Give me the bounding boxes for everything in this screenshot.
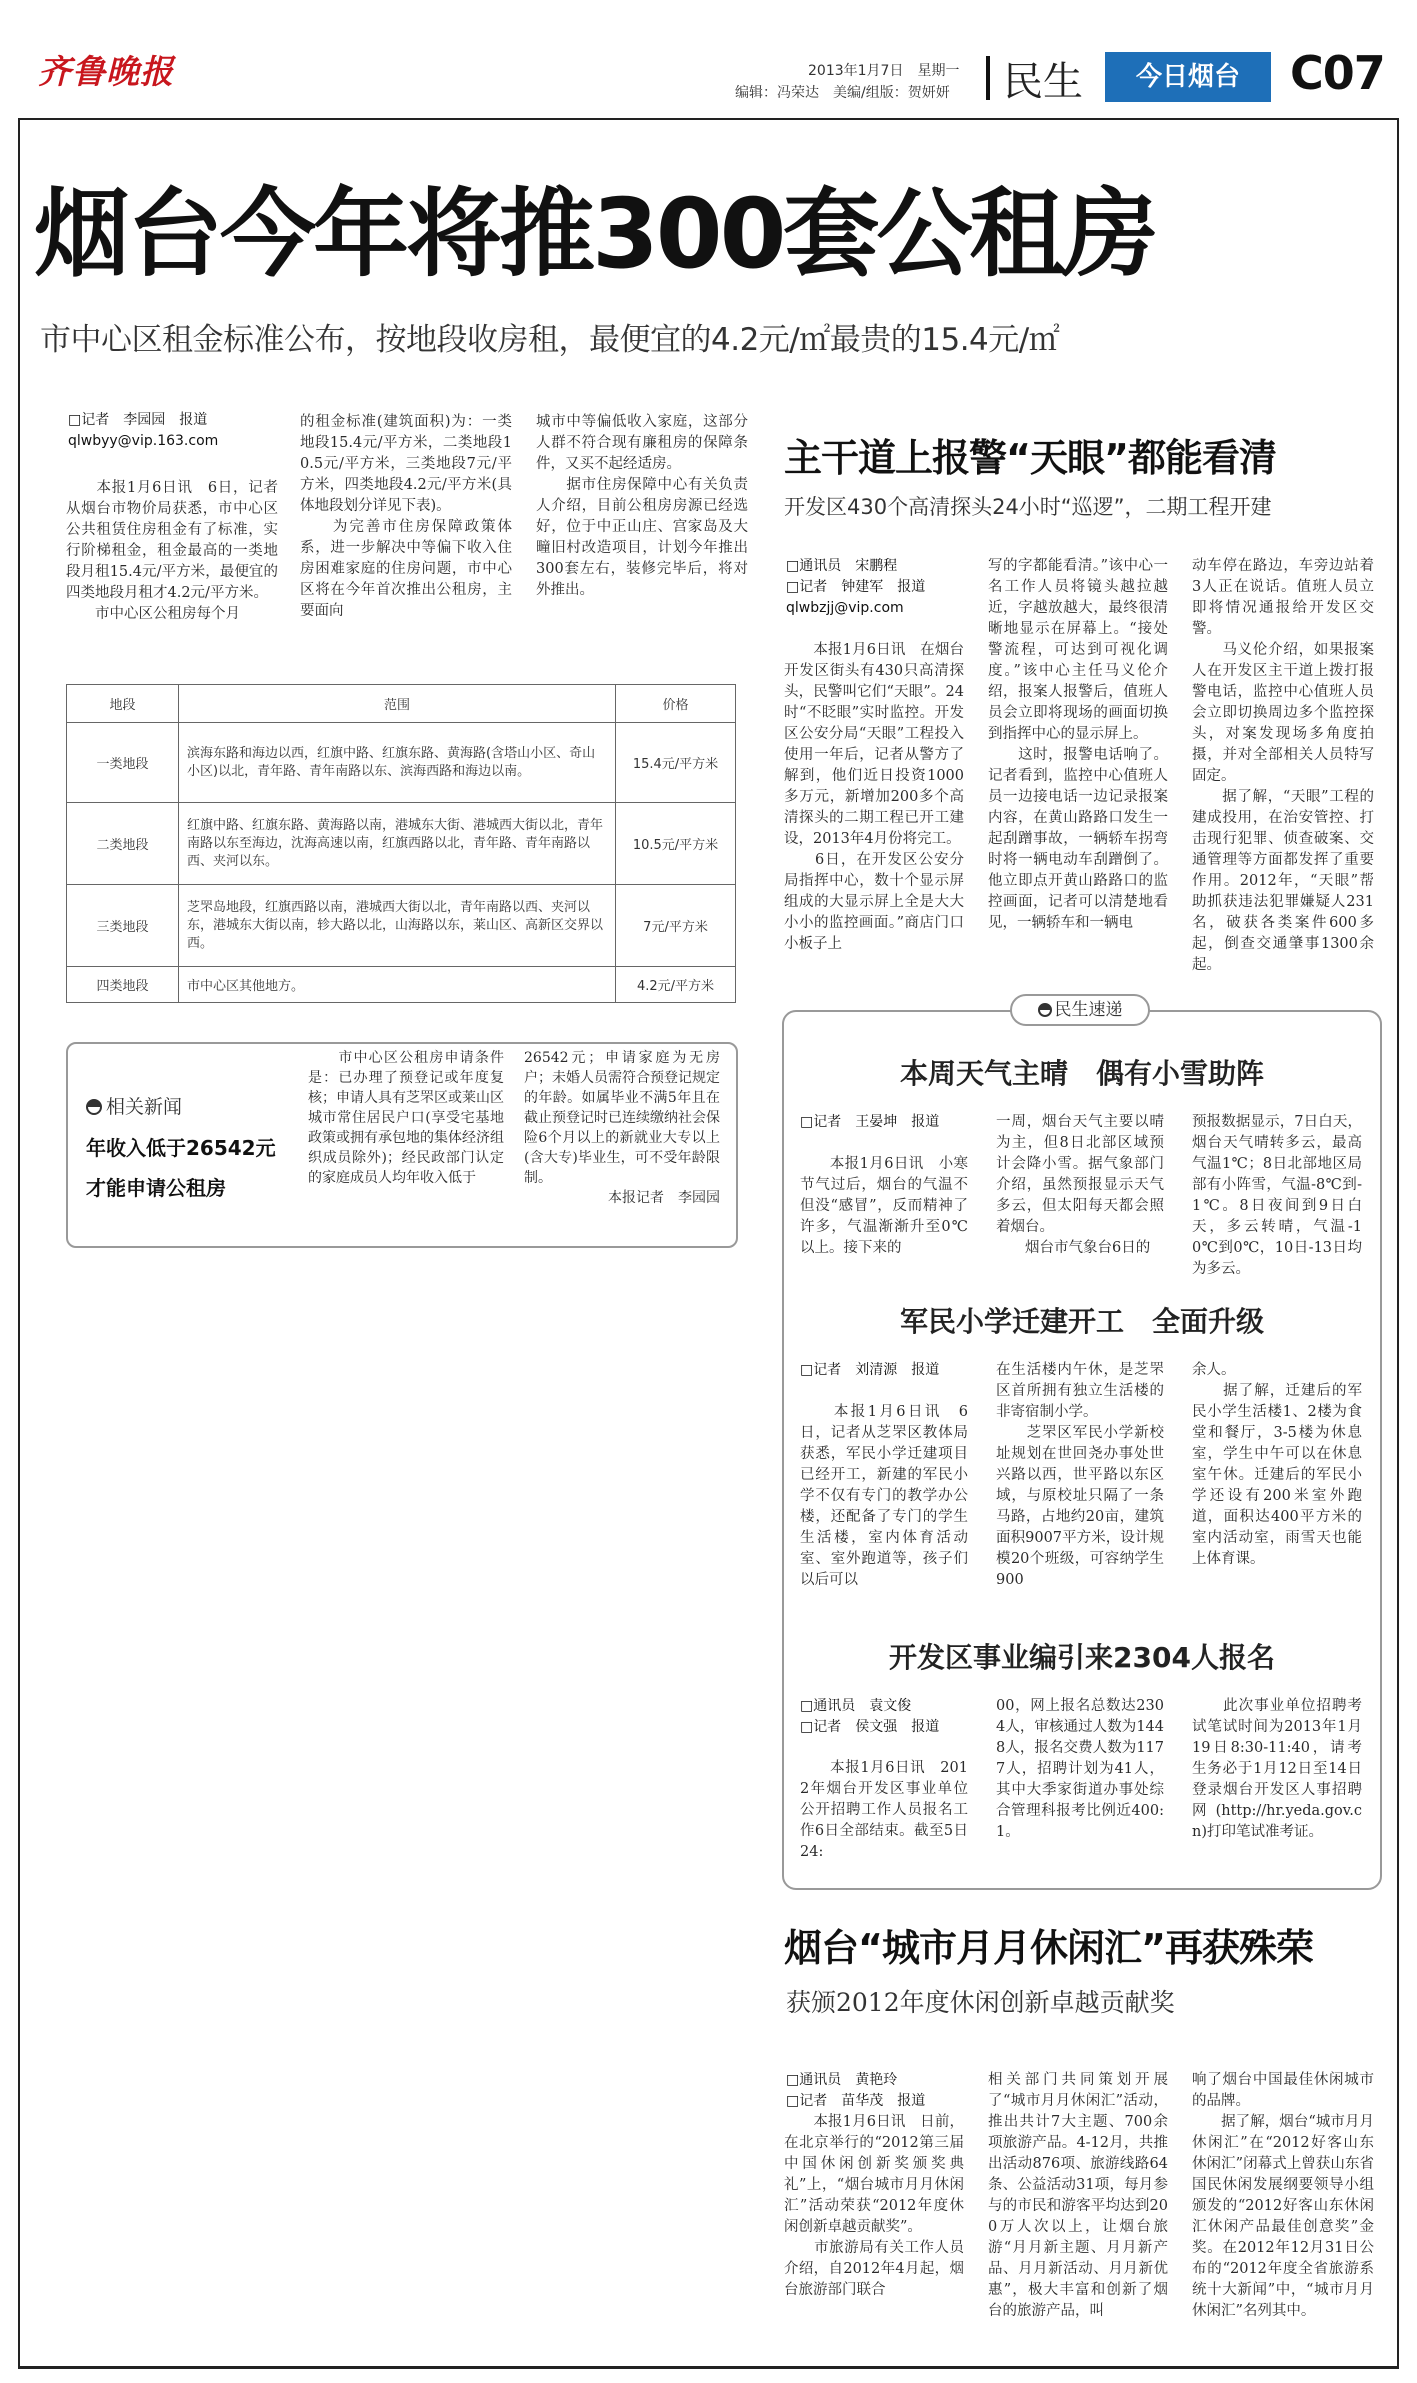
exam-column-2: 00，网上报名总数达2304人，审核通过人数为1448人，报名交费人数为1177人，招聘计划为41人，其中大季家街道办事处综合管理科报考比例近400:1。 bbox=[996, 1698, 1164, 1840]
lead-subheadline: 市中心区租金标准公布，按地段收房租，最便宜的4.2元/㎡最贵的15.4元/㎡ bbox=[40, 322, 1060, 358]
table-cell-price: 15.4元/平方米 bbox=[616, 723, 736, 803]
skyeye-headline: 主干道上报警“天眼”都能看清 bbox=[784, 436, 1276, 480]
page-number: C07 bbox=[1290, 46, 1385, 100]
leisure-subheadline: 获颁2012年度休闲创新卓越贡献奖 bbox=[786, 1988, 1175, 2017]
table-header-zone: 地段 bbox=[67, 685, 179, 723]
lead-column-1: 本报1月6日讯 6日，记者从烟台市物价局获悉，市中心区公共租赁住房租金有了标准，实行阶梯租金，租金最高的一类地段月租15.4元/平方米，最便宜的四类地段月租才4.2元/平方米。 市中心区公租房每个月 bbox=[66, 480, 278, 622]
column-badge: 今日烟台 bbox=[1105, 52, 1271, 102]
lead-byline: □记者 李园园 报道 qlwbyy@vip.163.com bbox=[68, 412, 219, 449]
lead-column-2: 的租金标准(建筑面积)为：一类地段15.4元/平方米，二类地段10.5元/平方米，三类地段7元/平方米，四类地段4.2元/平方米(具体地段划分详见下表)。 为完善市住房保障政策体系，进一步解决中等偏下收入住房困难家庭的住房问题，市中心区将在今年首次推出公租房，主要面向 bbox=[300, 414, 512, 619]
masthead-divider-bar bbox=[986, 56, 990, 100]
exam-column-1: 本报1月6日讯 2012年烟台开发区事业单位公开招聘工作人员报名工作6日全部结束。截至5日24: bbox=[800, 1760, 968, 1860]
leisure-byline: □通讯员 黄艳玲 □记者 苗华茂 报道 bbox=[786, 2072, 926, 2109]
table-header-range: 范围 bbox=[179, 685, 616, 723]
table-row bbox=[67, 803, 736, 885]
newspaper-logo: 齐鲁晚报 bbox=[38, 52, 174, 91]
school-column-1: 本报1月6日讯 6日，记者从芝罘区教体局获悉，军民小学迁建项目已经开工，新建的军民小学不仅有专门的教学办公楼，还配备了专门的学生生活楼，室内体育活动室、室外跑道等，孩子们以后可以 bbox=[800, 1404, 968, 1588]
section-name: 民生 bbox=[1003, 59, 1083, 105]
table-cell-price: 10.5元/平方米 bbox=[616, 803, 736, 885]
page-bottom-rule bbox=[18, 2366, 1399, 2369]
editor-line: 编辑：冯荣达 美编/组版：贺妍妍 bbox=[735, 85, 950, 101]
minsheng-express-tab bbox=[1010, 994, 1150, 1026]
related-news-column-2: 26542元；申请家庭为无房户；未婚人员需符合预登记规定的年龄。如属毕业不满5年且在截止预登记时已连续缴纳社会保险6个月以上的新就业大专以上(含大专)毕业生，可不受年龄限制。 本报记者 李园园 bbox=[524, 1050, 720, 1206]
table-cell-zone: 二类地段 bbox=[67, 803, 179, 885]
leisure-column-3: 响了烟台中国最佳休闲城市的品牌。 据了解，烟台“城市月月休闲汇”在“2012好客山东休闲汇”闭幕式上曾获山东省国民休闲发展纲要领导小组颁发的“2012好客山东休闲汇休闲产品最佳创意奖”金奖。在2012年12月31日公布的“2012年度全省旅游系统十大新闻”中，“城市月月休闲汇”名列其中。 bbox=[1192, 2072, 1374, 2319]
leisure-column-1: 本报1月6日讯 日前，在北京举行的“2012第三届中国休闲创新奖颁奖典礼”上，“烟台城市月月休闲汇”活动荣获“2012年度休闲创新卓越贡献奖”。 市旅游局有关工作人员介绍，自2012年4月起，烟台旅游部门联合 bbox=[784, 2114, 964, 2298]
skyeye-column-3: 动车停在路边，车旁边站着3人正在说话。值班人员立即将情况通报给开发区交警。 马义伦介绍，如果报案人在开发区主干道上拨打报警电话，监控中心值班人员会立即切换周边多个监控探头，对案发现场多角度拍摄，并对全部相关人员特写固定。 据了解，“天眼”工程的建成投用，在治安管控、打击现行犯罪、侦查破案、交通管理等方面都发挥了重要作用。2012年，“天眼”帮助抓获违法犯罪嫌疑人231名，破获各类案件600多起，倒查交通肇事1300余起。 bbox=[1192, 558, 1374, 973]
table-row bbox=[67, 723, 736, 803]
zone-price-table bbox=[66, 684, 736, 1003]
weather-title: 本周天气主晴 偶有小雪助阵 bbox=[899, 1057, 1264, 1090]
table-cell-range: 滨海东路和海边以西，红旗中路、红旗东路、黄海路(含塔山小区、奇山小区)以北，青年路、青年南路以东、滨海西路和海边以南。 bbox=[179, 723, 616, 803]
related-news-tag bbox=[86, 1092, 182, 1119]
skyeye-subheadline: 开发区430个高清探头24小时“巡逻”，二期工程开建 bbox=[784, 495, 1272, 519]
date-line: 2013年1月7日 星期一 bbox=[808, 63, 960, 79]
half-circle-icon bbox=[86, 1099, 102, 1115]
weather-column-3: 预报数据显示，7日白天，烟台天气晴转多云，最高气温1℃；8日北部地区局部有小阵雪，气温-8℃到-1℃。8日夜间到9日白天，多云转晴，气温-10℃到0℃，10日-13日均为多云。 bbox=[1192, 1114, 1362, 1277]
weather-byline: □记者 王晏坤 报道 bbox=[800, 1114, 940, 1130]
lead-column-3: 城市中等偏低收入家庭，这部分人群不符合现有廉租房的保障条件，又买不起经适房。 据市住房保障中心有关负责人介绍，目前公租房房源已经选好，位于中正山庄、宫家岛及大疃旧村改造项目，计划今年推出300套左右，装修完毕后，将对外推出。 bbox=[536, 414, 748, 598]
leisure-headline: 烟台“城市月月休闲汇”再获殊荣 bbox=[784, 1926, 1313, 1970]
school-column-2: 在生活楼内午休，是芝罘区首所拥有独立生活楼的非寄宿制小学。 芝罘区军民小学新校址规划在世回尧办事处世兴路以西，世平路以东区域，与原校址只隔了一条马路，占地约20亩，建筑面积9007平方米，设计规模20个班级，可容纳学生900 bbox=[996, 1362, 1164, 1588]
related-news-column-1: 市中心区公租房申请条件是：已办理了预登记或年度复核；申请人具有芝罘区或莱山区城市常住居民户口(享受宅基地政策或拥有承包地的集体经济组织成员除外)；经民政部门认定的家庭成员人均年收入低于 bbox=[308, 1050, 504, 1186]
table-row bbox=[67, 967, 736, 1003]
skyeye-column-2: 写的字都能看清。”该中心一名工作人员将镜头越拉越近，字越放越大，最终很清晰地显示在屏幕上。“接处警流程，可达到可视化调度。”该中心主任马义伦介绍，报案人报警后，值班人员会立即将现场的画面切换到指挥中心的显示屏上。 这时，报警电话响了。记者看到，监控中心值班人员一边接电话一边记录报案内容，在黄山路路口发生一起刮蹭事故，一辆轿车拐弯时将一辆电动车刮蹭倒了。他立即点开黄山路路口的监控画面，记者可以清楚地看见，一辆轿车和一辆电 bbox=[988, 558, 1168, 931]
half-circle-icon bbox=[1038, 1003, 1052, 1017]
table-cell-price: 7元/平方米 bbox=[616, 885, 736, 967]
weather-column-1: 本报1月6日讯 小寒节气过后，烟台的气温不但没“感冒”，反而精神了许多，气温渐渐升至0℃以上。接下来的 bbox=[800, 1156, 968, 1256]
related-news-title: 年收入低于26542元 才能申请公租房 bbox=[86, 1136, 276, 1200]
exam-byline: □通讯员 袁文俊 □记者 侯文强 报道 bbox=[800, 1698, 940, 1735]
table-cell-range: 芝罘岛地段，红旗西路以南，港城西大街以北，青年南路以西、夹河以东，港城东大街以南，轸大路以北，山海路以东，莱山区、高新区交界以西。 bbox=[179, 885, 616, 967]
leisure-column-2: 相关部门共同策划开展了“城市月月休闲汇”活动，推出共计7大主题、700余项旅游产品。4-12月，共推出活动876项、旅游线路64条、公益活动31项，每月参与的市民和游客平均达到200万人次以上，让烟台旅游“月月新主题、月月新产品、月月新活动、月月新优惠”，极大丰富和创新了烟台的旅游产品，叫 bbox=[988, 2072, 1168, 2319]
related-news-box bbox=[66, 1042, 738, 1248]
school-title: 军民小学迁建开工 全面升级 bbox=[899, 1305, 1264, 1338]
masthead bbox=[0, 0, 1417, 118]
skyeye-byline: □通讯员 宋鹏程 □记者 钟建军 报道 qlwbzjj@vip.com bbox=[786, 558, 926, 616]
weather-column-2: 一周，烟台天气主要以晴为主，但8日北部区域预计会降小雪。据气象部门介绍，虽然预报显示天气多云，但太阳每天都会照着烟台。 烟台市气象台6日的 bbox=[996, 1114, 1164, 1256]
table-header-row bbox=[67, 685, 736, 723]
table-cell-range: 红旗中路、红旗东路、黄海路以南，港城东大街、港城西大街以北，青年南路以东至海边，沈海高速以南，红旗西路以北，青年路、青年南路以西、夹河以东。 bbox=[179, 803, 616, 885]
table-cell-price: 4.2元/平方米 bbox=[616, 967, 736, 1003]
table-header-price: 价格 bbox=[616, 685, 736, 723]
table-cell-zone: 四类地段 bbox=[67, 967, 179, 1003]
related-news-tag-label: 相关新闻 bbox=[106, 1096, 183, 1118]
exam-title: 开发区事业编引来2304人报名 bbox=[889, 1641, 1275, 1674]
table-cell-zone: 一类地段 bbox=[67, 723, 179, 803]
lead-headline: 烟台今年将推300套公租房 bbox=[34, 178, 1156, 290]
skyeye-column-1: 本报1月6日讯 在烟台开发区街头有430只高清探头，民警叫它们“天眼”。24时“不眨眼”实时监控。开发区公安分局“天眼”工程投入使用一年后，记者从警方了解到，他们近日投资1000多万元，新增加200多个高清探头的二期工程已开工建设，2013年4月份将完工。 6日，在开发区公安分局指挥中心，数十个显示屏组成的大显示屏上全是大大小小的监控画面。”商店门口小板子上 bbox=[784, 642, 964, 952]
school-column-3: 余人。 据了解，迁建后的军民小学生活楼1、2楼为食堂和餐厅，3-5楼为休息室，学生中午可以在休息室午休。迁建后的军民小学还设有200米室外跑道，面积达400平方米的室内活动室，雨雪天也能上体育课。 bbox=[1192, 1362, 1362, 1567]
table-cell-zone: 三类地段 bbox=[67, 885, 179, 967]
exam-column-3: 此次事业单位招聘考试笔试时间为2013年1月19日8:30-11:40，请考生务必于1月12日至14日登录烟台开发区人事招聘网(http://hr.yeda.gov.cn)打印笔试准考证。 bbox=[1192, 1698, 1362, 1840]
school-byline: □记者 刘清源 报道 bbox=[800, 1362, 940, 1378]
table-row bbox=[67, 885, 736, 967]
table-cell-range: 市中心区其他地方。 bbox=[179, 967, 616, 1003]
minsheng-express-tab-label: 民生速递 bbox=[1054, 1000, 1123, 1020]
